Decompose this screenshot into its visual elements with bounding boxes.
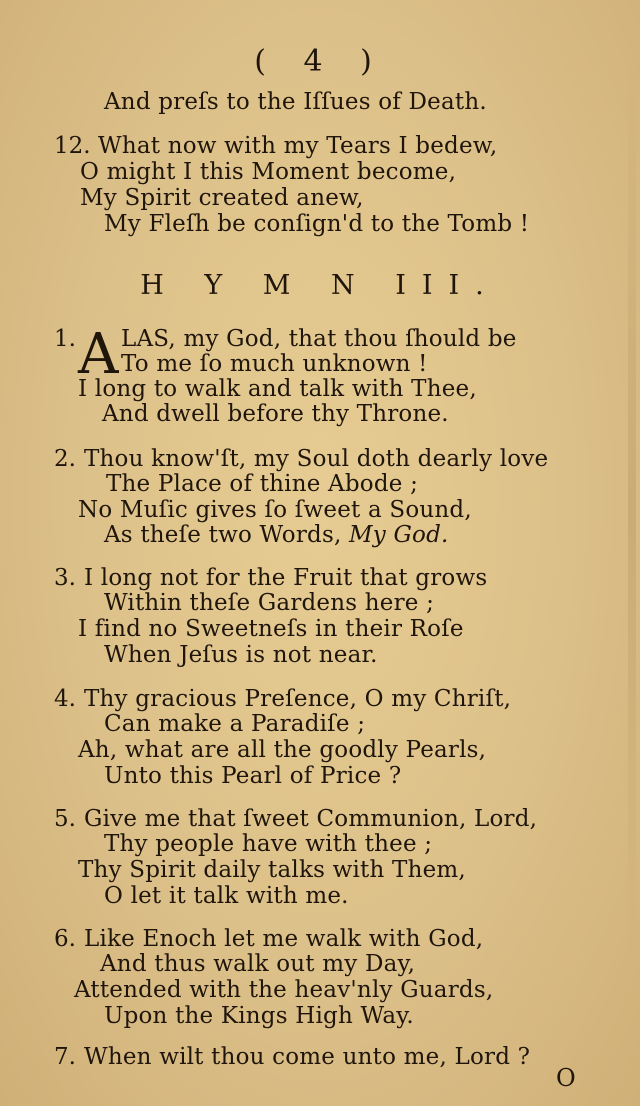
stanza-line: Can make a Paradiſe ; <box>104 711 366 737</box>
stanza-line: Attended with the heav'nly Guards, <box>74 977 494 1003</box>
carryover-line: And preſs to the Iſſues of Death. <box>104 89 487 115</box>
stanza-line: No Muſic gives ſo ſweet a Sound, <box>78 497 472 523</box>
page-number: ( 4 ) <box>254 44 386 79</box>
stanza-line: When wilt thou come unto me, Lord ? <box>84 1044 531 1070</box>
stanza-line: O let it talk with me. <box>104 883 349 909</box>
stanza-number: 3. <box>54 565 76 591</box>
stanza-line: Thou know'ſt, my Soul doth dearly love <box>84 446 549 472</box>
stanza-line: Ah, what are all the goodly Pearls, <box>78 737 487 763</box>
stanza-line: I long to walk and talk with Thee, <box>78 376 477 402</box>
stanza-number: 1. <box>54 326 76 352</box>
verse-line: O might I this Moment become, <box>80 159 457 185</box>
stanza-line: Thy Spirit daily talks with Them, <box>78 857 466 883</box>
stanza-line: Unto this Pearl of Price ? <box>104 763 402 789</box>
stanza-line: Within theſe Gardens here ; <box>104 590 435 616</box>
stanza-line: Give me that ſweet Communion, Lord, <box>84 806 538 832</box>
stanza-line <box>104 522 449 548</box>
verse-line: What now with my Tears I bedew, <box>98 133 498 159</box>
stanza-number: 2. <box>54 446 76 472</box>
catchword: O <box>556 1064 576 1092</box>
drop-capital: A <box>78 322 119 387</box>
hymn-title: H Y M N III. <box>140 270 500 301</box>
stanza-line: I long not for the Fruit that grows <box>84 565 488 591</box>
stanza-line: And dwell before thy Throne. <box>102 401 449 427</box>
stanza-line: Thy gracious Preſence, O my Chriſt, <box>84 686 512 712</box>
stanza-line: Upon the Kings High Way. <box>104 1003 414 1029</box>
page-edge-shading <box>628 60 636 960</box>
stanza-number: 7. <box>54 1044 76 1070</box>
verse-number: 12. <box>54 133 91 159</box>
stanza-line: LAS, my God, that thou ſhould be <box>121 326 517 352</box>
verse-line: My Spirit created anew, <box>80 185 364 211</box>
stanza-line: When Jeſus is not near. <box>104 642 378 668</box>
stanza-line: To me ſo much unknown ! <box>121 351 428 377</box>
stanza-line: Thy people have with thee ; <box>104 831 433 857</box>
verse-line: My Fleſh be conſign'd to the Tomb ! <box>104 211 530 237</box>
italic-phrase: My God. <box>349 522 449 548</box>
stanza-line: Like Enoch let me walk with God, <box>84 926 484 952</box>
stanza-line: The Place of thine Abode ; <box>106 471 419 497</box>
stanza-number: 5. <box>54 806 76 832</box>
stanza-number: 4. <box>54 686 76 712</box>
stanza-number: 6. <box>54 926 76 952</box>
stanza-line: I find no Sweetneſs in their Roſe <box>78 616 464 642</box>
stanza-line-text: As theſe two Words, <box>104 522 342 548</box>
stanza-line: And thus walk out my Day, <box>100 951 416 977</box>
